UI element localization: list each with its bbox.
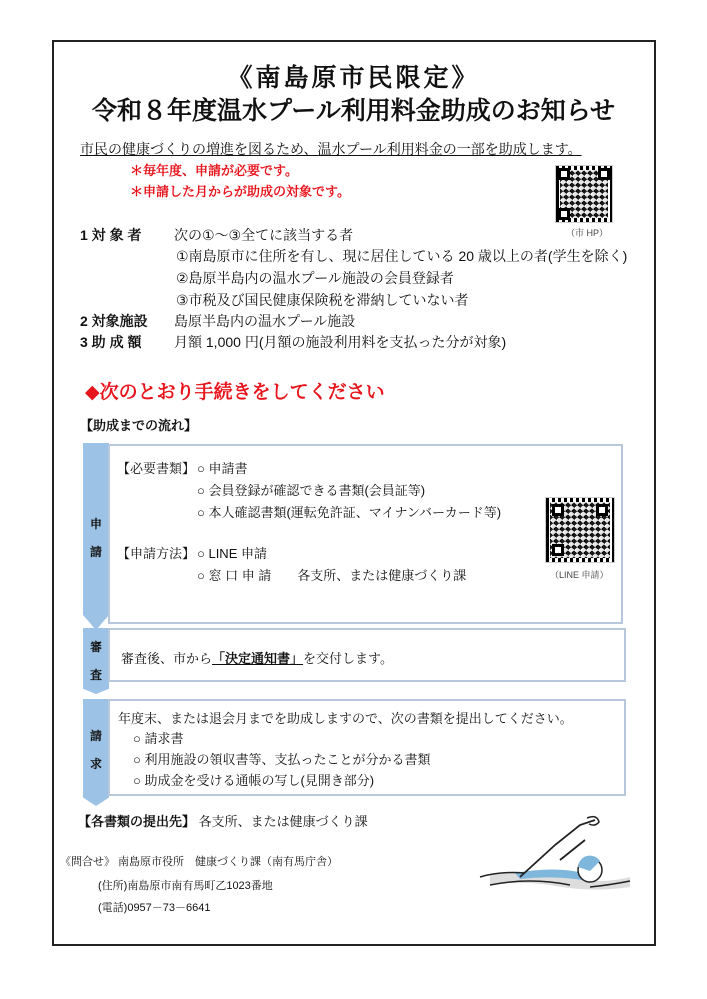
item-text-2: 島原半島内の温水プール施設 xyxy=(174,313,356,329)
doc-item: ○ 本人確認書類(運転免許証、マイナンバーカード等) xyxy=(197,505,502,520)
item-label-1: 1 対 象 者 xyxy=(80,227,142,243)
method-item: ○ LINE 申請 xyxy=(197,546,267,561)
item-text-1: 次の①～③全てに該当する者 xyxy=(174,227,354,243)
qr-code-line[interactable] xyxy=(545,497,615,563)
item-label-2: 2 対象施設 xyxy=(80,313,148,329)
item-text-3: 月額 1,000 円(月額の施設利用料を支払った分が対象) xyxy=(174,334,507,350)
qr-code-city-hp[interactable] xyxy=(555,165,613,223)
review-text: 審査後、市から「決定通知書」を交付します。 xyxy=(121,651,393,666)
qr-line-caption: （LINE 申請） xyxy=(550,570,609,580)
claim-doc: ○ 助成金を受ける通帳の写し(見開き部分) xyxy=(133,773,375,788)
step-label-review: 審 査 xyxy=(89,640,102,682)
note-2: ＊申請した月からが助成の対象です。 xyxy=(130,184,350,199)
method-label: 【申請方法】 xyxy=(117,546,196,561)
swimmer-illustration xyxy=(470,815,640,900)
flow-label: 【助成までの流れ】 xyxy=(80,418,198,433)
doc-item: ○ 会員登録が確認できる書類(会員証等) xyxy=(197,483,426,498)
contact-phone: (電話)0957－73－6641 xyxy=(98,902,211,914)
contact-line1: 《問合せ》 南島原市役所 健康づくり課（南有馬庁舎） xyxy=(60,856,339,868)
item-text-1a: ①南島原市に住所を有し、現に居住している 20 歳以上の者(学生を除く) xyxy=(176,248,628,264)
qr-city-caption: （市 HP） xyxy=(566,228,609,238)
claim-doc: ○ 利用施設の領収書等、支払ったことが分かる書類 xyxy=(133,752,431,767)
title-line1: 《南島原市民限定》 xyxy=(227,64,480,92)
claim-intro: 年度末、または退会月までを助成しますので、次の書類を提出してください。 xyxy=(118,711,573,726)
claim-doc: ○ 請求書 xyxy=(133,731,184,746)
method-item: ○ 窓 口 申 請 各支所、または健康づくり課 xyxy=(197,568,467,583)
item-text-1b: ②島原半島内の温水プール施設の会員登録者 xyxy=(176,270,454,286)
step-label-claim: 請 求 xyxy=(89,729,102,771)
item-text-1c: ③市税及び国民健康保険税を滞納していない者 xyxy=(176,292,469,308)
docs-label: 【必要書類】 xyxy=(117,461,196,476)
step-label-apply: 申 請 xyxy=(89,517,102,559)
submit-destination: 【各書類の提出先】 各支所、または健康づくり課 xyxy=(78,814,368,829)
procedure-heading: ◆次のとおり手続きをしてください xyxy=(85,382,385,403)
item-label-3: 3 助 成 額 xyxy=(80,334,142,350)
note-1: ＊毎年度、申請が必要です。 xyxy=(130,163,298,178)
contact-address: (住所)南島原市南有馬町乙1023番地 xyxy=(98,880,273,892)
doc-item: ○ 申請書 xyxy=(197,461,248,476)
title-line2: 令和８年度温水プール利用料金助成のお知らせ xyxy=(91,97,615,125)
intro-text: 市民の健康づくりの増進を図るため、温水プール利用料金の一部を助成します。 xyxy=(80,141,582,157)
